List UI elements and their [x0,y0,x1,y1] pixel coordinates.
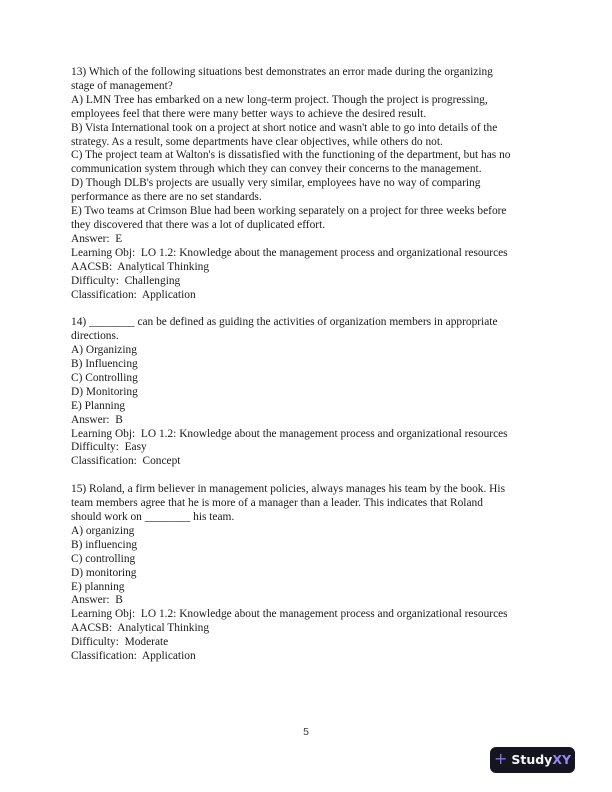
brand-name-primary: Study [511,751,553,767]
text-line: directions. [71,330,119,343]
text-line: Learning Obj: LO 1.2: Knowledge about the management process and organizational resources [71,427,508,440]
text-line: performance as there are no set standards. [71,191,262,204]
question-15 [71,483,571,664]
text-line: 14) ________ can be defined as guiding the activities of organization members in appropriate [71,316,498,329]
text-line: B) influencing [71,538,138,551]
text-line: Learning Obj: LO 1.2: Knowledge about the management process and organizational resources [71,246,508,259]
page-content [71,66,571,664]
text-line: Classification: Application [71,650,196,663]
text-line: C) Controlling [71,371,138,384]
question-13 [71,66,571,302]
text-line: A) Organizing [71,344,137,357]
text-line: AACSB: Analytical Thinking [71,622,210,635]
text-line: E) planning [71,580,125,593]
text-line: Answer: B [71,594,123,607]
text-line: Difficulty: Easy [71,441,147,454]
text-line: strategy. As a result, some departments have clear objectives, while others do not. [71,135,443,148]
text-line: Classification: Concept [71,455,181,468]
page-number: 5 [303,726,309,738]
text-line: communication system through which they can convey their concerns to the management. [71,163,482,176]
text-line: B) Vista International took on a project at short notice and wasn't able to go into details of the [71,121,498,134]
plus-icon: + [493,749,508,768]
text-line: Difficulty: Challenging [71,274,181,287]
question-14 [71,316,571,469]
text-line: Answer: E [71,232,123,245]
text-line: D) Though DLB's projects are usually very similar, employees have no way of comparing [71,177,481,190]
text-line: D) monitoring [71,566,137,579]
text-line: 13) Which of the following situations best demonstrates an error made during the organizing [71,66,493,78]
text-line: A) organizing [71,524,135,537]
brand-name-secondary: XY [552,751,572,767]
text-line: stage of management? [71,79,173,92]
text-line: Classification: Application [71,288,196,301]
text-line: B) Influencing [71,358,138,371]
studyxy-logo [490,747,575,773]
text-line: D) Monitoring [71,385,138,398]
text-line: A) LMN Tree has embarked on a new long-term project. Though the project is progressing, [71,93,488,106]
text-line: should work on ________ his team. [71,510,235,523]
text-line: E) Two teams at Crimson Blue had been working separately on a project for three weeks before [71,205,507,218]
text-line: employees feel that there were many better ways to achieve the desired result. [71,107,427,120]
text-line: 15) Roland, a firm believer in management policies, always manages his team by the book. His [71,483,505,496]
brand-name [511,751,572,767]
text-line: they discovered that there was a lot of duplicated effort. [71,218,326,231]
text-line: Difficulty: Moderate [71,636,169,649]
text-line: AACSB: Analytical Thinking [71,260,210,273]
text-line: team members agree that he is more of a manager than a leader. This indicates that Roland [71,497,483,510]
text-line: Learning Obj: LO 1.2: Knowledge about the management process and organizational resources [71,608,508,621]
text-line: C) The project team at Walton's is dissatisfied with the functioning of the department, but has no [71,149,511,162]
text-line: Answer: B [71,413,123,426]
text-line: E) Planning [71,399,126,412]
text-line: C) controlling [71,552,136,565]
